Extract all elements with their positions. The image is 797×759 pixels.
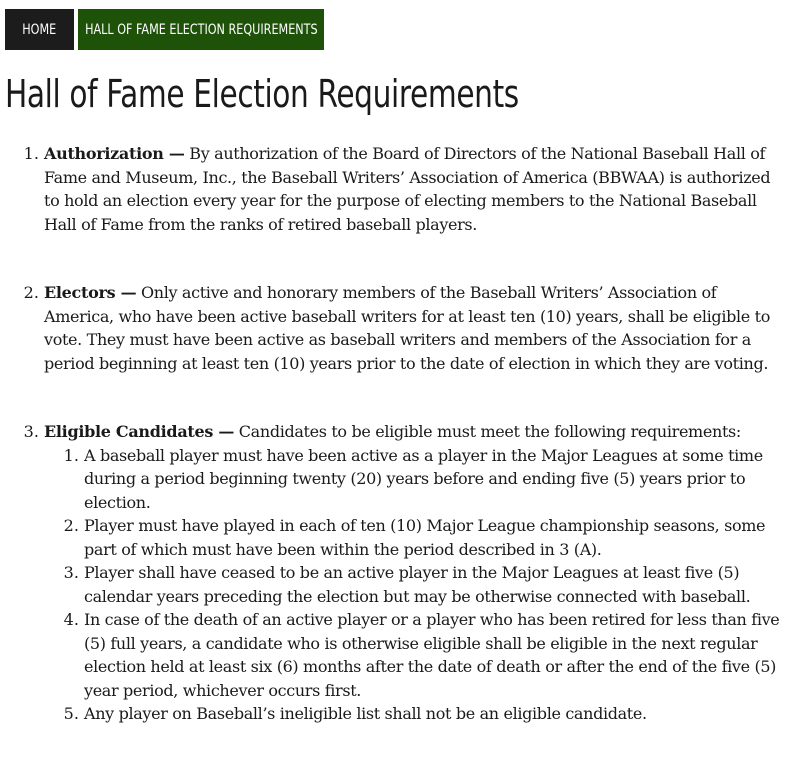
requirement-text: Only active and honorary members of the Baseball Writers’ Association of America, who have been active baseball writers for at least ten (10) years, shall be eligible to vote. They must have been active as baseball writers and members of the Association for a period beginning at least ten (10) years prior to the date of election in which they are voting.	[44, 283, 770, 373]
candidate-requirement-item	[84, 608, 784, 702]
requirement-item-eligible-candidates	[44, 420, 784, 726]
requirement-text: Candidates to be eligible must meet the following requirements:	[234, 422, 741, 441]
breadcrumb-current-label: HALL OF FAME ELECTION REQUIREMENTS	[84, 21, 318, 38]
candidate-requirement-item	[84, 702, 784, 726]
candidate-requirement-text: Player shall have ceased to be an active player in the Major Leagues at least five (5) calendar years preceding the election but may be otherwise connected with baseball.	[84, 563, 751, 606]
candidate-requirements-list	[44, 444, 784, 726]
requirement-title: Electors —	[44, 283, 137, 302]
candidate-requirement-text: Player must have played in each of ten (10) Major League championship seasons, some part of which must have been within the period described in 3 (A).	[84, 516, 766, 559]
page-title: Hall of Fame Election Requirements	[5, 72, 519, 116]
requirement-text: By authorization of the Board of Directors of the National Baseball Hall of Fame and Museum, Inc., the Baseball Writers’ Association of America (BBWAA) is authorized to hold an election every year for the purpose of electing members to the National Baseball Hall of Fame from the ranks of retired baseball players.	[44, 144, 771, 234]
requirement-title: Authorization —	[44, 144, 185, 163]
candidate-requirement-text: A baseball player must have been active as a player in the Major Leagues at some time during a period beginning twenty (20) years before and ending five (5) years prior to election.	[84, 445, 763, 512]
breadcrumb-home-link[interactable]	[5, 9, 74, 50]
requirement-title: Eligible Candidates —	[44, 422, 235, 441]
requirements-list	[0, 142, 784, 726]
requirement-item-authorization	[44, 142, 784, 236]
requirement-item-electors	[44, 281, 784, 375]
candidate-requirement-item	[84, 561, 784, 608]
candidate-requirement-item	[84, 514, 784, 561]
requirements-content	[0, 142, 797, 726]
breadcrumb	[5, 9, 324, 50]
candidate-requirement-text: In case of the death of an active player or a player who has been retired for less than five (5) full years, a candidate who is otherwise eligible shall be eligible in the next regular election held at least six (6) months after the date of death or after the end of the five (5) year period, whichever occurs first.	[84, 610, 780, 700]
breadcrumb-current-link[interactable]	[78, 9, 324, 50]
candidate-requirement-item	[84, 444, 784, 515]
breadcrumb-home-label: HOME	[22, 21, 57, 38]
candidate-requirement-text: Any player on Baseball’s ineligible list shall not be an eligible candidate.	[84, 704, 647, 723]
